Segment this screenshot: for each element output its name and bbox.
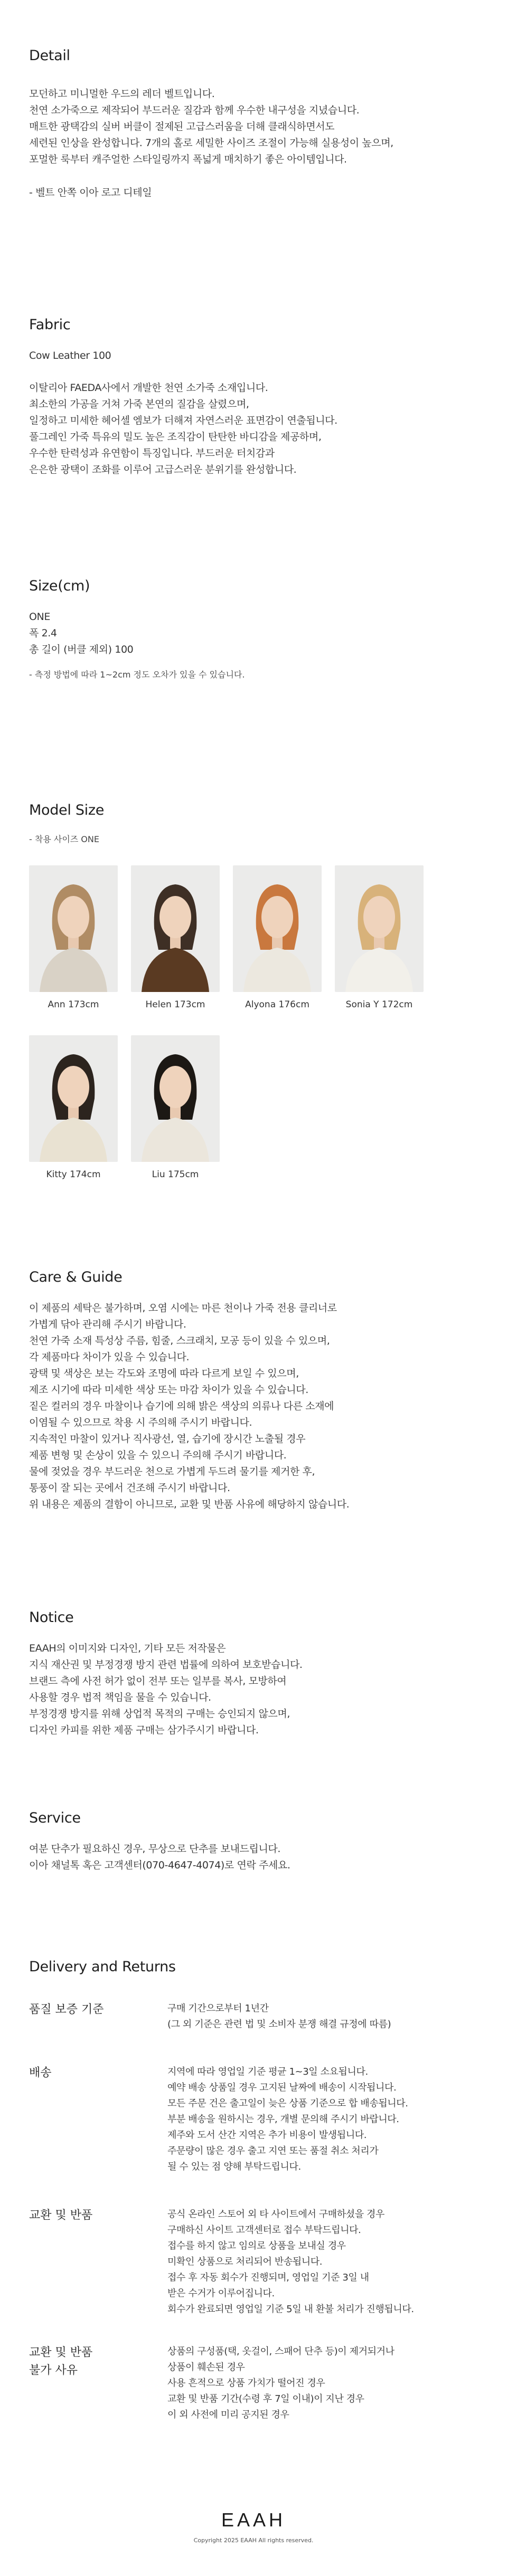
model-label: Kitty 174cm: [46, 1169, 101, 1180]
detail-line: 세련된 인상을 완성합니다. 7개의 홀로 세밀한 사이즈 조절이 가능해 실용성이 높으며,: [29, 137, 393, 149]
model-card: [233, 865, 322, 1010]
model-label: Sonia Y 172cm: [345, 999, 413, 1010]
care-section: [29, 1269, 483, 1513]
service-line: 이아 채널톡 혹은 고객센터(070-4647-4074)로 연락 주세요.: [29, 1859, 290, 1871]
model-photo: [131, 865, 220, 992]
care-line: 위 내용은 제품의 결함이 아니므로, 교환 및 반품 사유에 해당하지 않습니다.: [29, 1499, 350, 1510]
detail-title: Detail: [29, 47, 70, 64]
delivery-row-line: 예약 배송 상품일 경우 고지된 날짜에 배송이 시작됩니다.: [167, 2082, 397, 2093]
delivery-row-line: (그 외 기준은 관련 법 및 소비자 분쟁 해결 규정에 따름): [167, 2019, 391, 2030]
model-size-title: Model Size: [29, 802, 105, 818]
model-label: Alyona 176cm: [245, 999, 309, 1010]
model-photo: [29, 1035, 118, 1162]
fabric-line: 최소한의 가공을 거쳐 가죽 본연의 질감을 살렸으며,: [29, 398, 249, 410]
delivery-row-line: 이 외 사전에 미리 공지된 경우: [167, 2409, 289, 2420]
model-label: Liu 175cm: [152, 1169, 199, 1180]
detail-section: [29, 47, 483, 201]
fabric-section: [29, 317, 483, 478]
delivery-row-line: 회수가 완료되면 영업일 기준 5일 내 환불 처리가 진행됩니다.: [167, 2304, 414, 2315]
model-label: Ann 173cm: [48, 999, 99, 1010]
model-label: Helen 173cm: [145, 999, 205, 1010]
delivery-row-label: 배송: [29, 2066, 52, 2079]
care-line: 광택 및 색상은 보는 각도와 조명에 따라 다르게 보일 수 있으며,: [29, 1368, 299, 1379]
care-line: 천연 가죽 소재 특성상 주름, 힘줄, 스크래치, 모공 등이 있을 수 있으며,: [29, 1335, 330, 1347]
size-title: Size(cm): [29, 578, 90, 594]
service-title: Service: [29, 1810, 81, 1826]
delivery-row-line: 주문량이 많은 경우 출고 지연 또는 품절 취소 처리가: [167, 2145, 379, 2157]
model-card: [131, 1035, 220, 1180]
fabric-line: 이탈리아 FAEDA사에서 개발한 천연 소가죽 소재입니다.: [29, 382, 268, 394]
delivery-row-line: 제주와 도서 산간 지역은 추가 비용이 발생됩니다.: [167, 2130, 367, 2141]
fabric-line: 풀그레인 가죽 특유의 밀도 높은 조직감이 탄탄한 바디감을 제공하며,: [29, 431, 322, 443]
delivery-row-line: 교환 및 반품 기간(수령 후 7일 이내)이 지난 경우: [167, 2393, 364, 2405]
fabric-material: Cow Leather 100: [29, 350, 111, 361]
service-section: [29, 1810, 483, 1874]
delivery-row-value: [167, 2344, 505, 2423]
delivery-row-value: [167, 2207, 505, 2317]
detail-line: 포멀한 룩부터 캐주얼한 스타일링까지 폭넓게 매치하기 좋은 아이템입니다.: [29, 154, 347, 165]
notice-title: Notice: [29, 1609, 74, 1626]
care-line: 이염될 수 있으므로 착용 시 주의해 주시기 바랍니다.: [29, 1417, 252, 1428]
model-card: [29, 865, 118, 1010]
delivery-row-label: 품질 보증 기준: [29, 2003, 104, 2016]
care-line: 가볍게 닦아 관리해 주시기 바랍니다.: [29, 1319, 186, 1330]
delivery-row-line: 미확인 상품으로 처리되어 반송됩니다.: [167, 2256, 323, 2267]
copyright-text: Copyright 2025 EAAH All rights reserved.: [193, 2537, 314, 2544]
fabric-line: 은은한 광택이 조화를 이루어 고급스러운 분위기를 완성합니다.: [29, 464, 297, 475]
delivery-row-line: 상품의 구성품(택, 옷걸이, 스패어 단추 등)이 제거되거나: [167, 2346, 395, 2357]
care-line: 이 제품의 세탁은 불가하며, 오염 시에는 마른 천이나 가죽 전용 클리너로: [29, 1302, 337, 1314]
delivery-row-line: 구매하신 사이트 고객센터로 접수 부탁드립니다.: [167, 2225, 361, 2236]
notice-line: 사용할 경우 법적 책임을 물을 수 있습니다.: [29, 1692, 211, 1703]
care-title: Care & Guide: [29, 1269, 123, 1285]
delivery-row-label: [29, 2344, 151, 2380]
size-line: 폭 2.4: [29, 627, 57, 639]
fabric-line: 일정하고 미세한 헤어셀 엠보가 더해져 자연스러운 표면감이 연출됩니다.: [29, 415, 337, 426]
model-size-section: [29, 802, 483, 846]
care-line: 지속적인 마찰이 있거나 직사광선, 열, 습기에 장시간 노출될 경우: [29, 1433, 306, 1445]
detail-line: 천연 소가죽으로 제작되어 부드러운 질감과 함께 우수한 내구성을 지녔습니다.: [29, 104, 360, 116]
care-line: 통풍이 잘 되는 곳에서 건조해 주시기 바랍니다.: [29, 1482, 230, 1494]
delivery-row-line: 접수 후 자동 회수가 진행되며, 영업일 기준 3일 내: [167, 2272, 369, 2283]
delivery-row-line: 사용 흔적으로 상품 가치가 떨어진 경우: [167, 2378, 325, 2389]
delivery-row-line: 구매 기간으로부터 1년간: [167, 2003, 269, 2014]
model-card: [335, 865, 424, 1010]
notice-section: [29, 1609, 483, 1739]
size-line: ONE: [29, 611, 50, 623]
model-size-note: - 착용 사이즈 ONE: [29, 834, 99, 844]
model-photo: [335, 865, 424, 992]
detail-line: 모던하고 미니멀한 우드의 레더 벨트입니다.: [29, 88, 215, 100]
care-line: 제조 시기에 따라 미세한 색상 또는 마감 차이가 있을 수 있습니다.: [29, 1384, 308, 1396]
delivery-row-value: [167, 2064, 505, 2175]
service-line: 여분 단추가 필요하신 경우, 무상으로 단추를 보내드립니다.: [29, 1843, 281, 1855]
detail-note: - 벨트 안쪽 이아 로고 디테일: [29, 187, 152, 198]
delivery-row-label: 교환 및 반품: [29, 2209, 93, 2222]
model-card: [29, 1035, 118, 1180]
fabric-line: 우수한 탄력성과 유연함이 특징입니다. 부드러운 터치감과: [29, 447, 275, 459]
delivery-row-value: [167, 2001, 505, 2033]
fabric-title: Fabric: [29, 317, 71, 333]
delivery-row-line: 받은 수거가 이루어집니다.: [167, 2288, 275, 2299]
delivery-row-line: 지역에 따라 영업일 기준 평균 1~3일 소요됩니다.: [167, 2066, 368, 2077]
notice-line: 부정경쟁 방지를 위해 상업적 목적의 구매는 승인되지 않으며,: [29, 1708, 290, 1720]
size-line: 총 길이 (버클 제외) 100: [29, 644, 134, 655]
delivery-section: [29, 1959, 483, 1975]
care-line: 제품 변형 및 손상이 있을 수 있으니 주의해 주시기 바랍니다.: [29, 1449, 287, 1461]
care-line: 물에 젖었을 경우 부드러운 천으로 가볍게 두드려 물기를 제거한 후,: [29, 1466, 315, 1477]
delivery-row-line: 공식 온라인 스토어 외 타 사이트에서 구매하셨을 경우: [167, 2209, 384, 2220]
delivery-row-line: 상품이 훼손된 경우: [167, 2362, 245, 2373]
care-line: 각 제품마다 차이가 있을 수 있습니다.: [29, 1351, 190, 1363]
detail-line: 매트한 광택감의 실버 버클이 절제된 고급스러움을 더해 클래식하면서도: [29, 121, 335, 132]
notice-line: EAAH의 이미지와 디자인, 기타 모든 저작물은: [29, 1643, 226, 1654]
model-card: [131, 865, 220, 1010]
delivery-row-label-line: 불가 사유: [29, 2364, 78, 2377]
notice-line: 디자인 카피를 위한 제품 구매는 삼가주시기 바랍니다.: [29, 1724, 259, 1736]
delivery-row-line: 모든 주문 건은 출고일이 늦은 상품 기준으로 합 배송됩니다.: [167, 2098, 408, 2109]
model-photo: [233, 865, 322, 992]
delivery-row-line: 될 수 있는 점 양해 부탁드립니다.: [167, 2161, 301, 2172]
notice-line: 지식 재산권 및 부정경쟁 방지 관련 법률에 의하여 보호받습니다.: [29, 1659, 303, 1671]
model-photo: [131, 1035, 220, 1162]
model-photo: [29, 865, 118, 992]
notice-line: 브랜드 측에 사전 허가 없이 전부 또는 일부를 복사, 모방하여: [29, 1675, 287, 1687]
brand-logo: EAAH: [221, 2509, 286, 2531]
delivery-row-line: 부분 배송을 원하시는 경우, 개별 문의해 주시기 바랍니다.: [167, 2114, 399, 2125]
delivery-row-label-line: 교환 및 반품: [29, 2346, 93, 2359]
delivery-title: Delivery and Returns: [29, 1959, 176, 1975]
delivery-row-line: 접수를 하지 않고 임의로 상품을 보내실 경우: [167, 2240, 346, 2251]
size-note: - 측정 방법에 따라 1~2cm 정도 오차가 있을 수 있습니다.: [29, 670, 245, 680]
size-section: [29, 578, 483, 681]
care-line: 짙은 컬러의 경우 마찰이나 습기에 의해 밝은 색상의 의류나 다른 소재에: [29, 1400, 334, 1412]
